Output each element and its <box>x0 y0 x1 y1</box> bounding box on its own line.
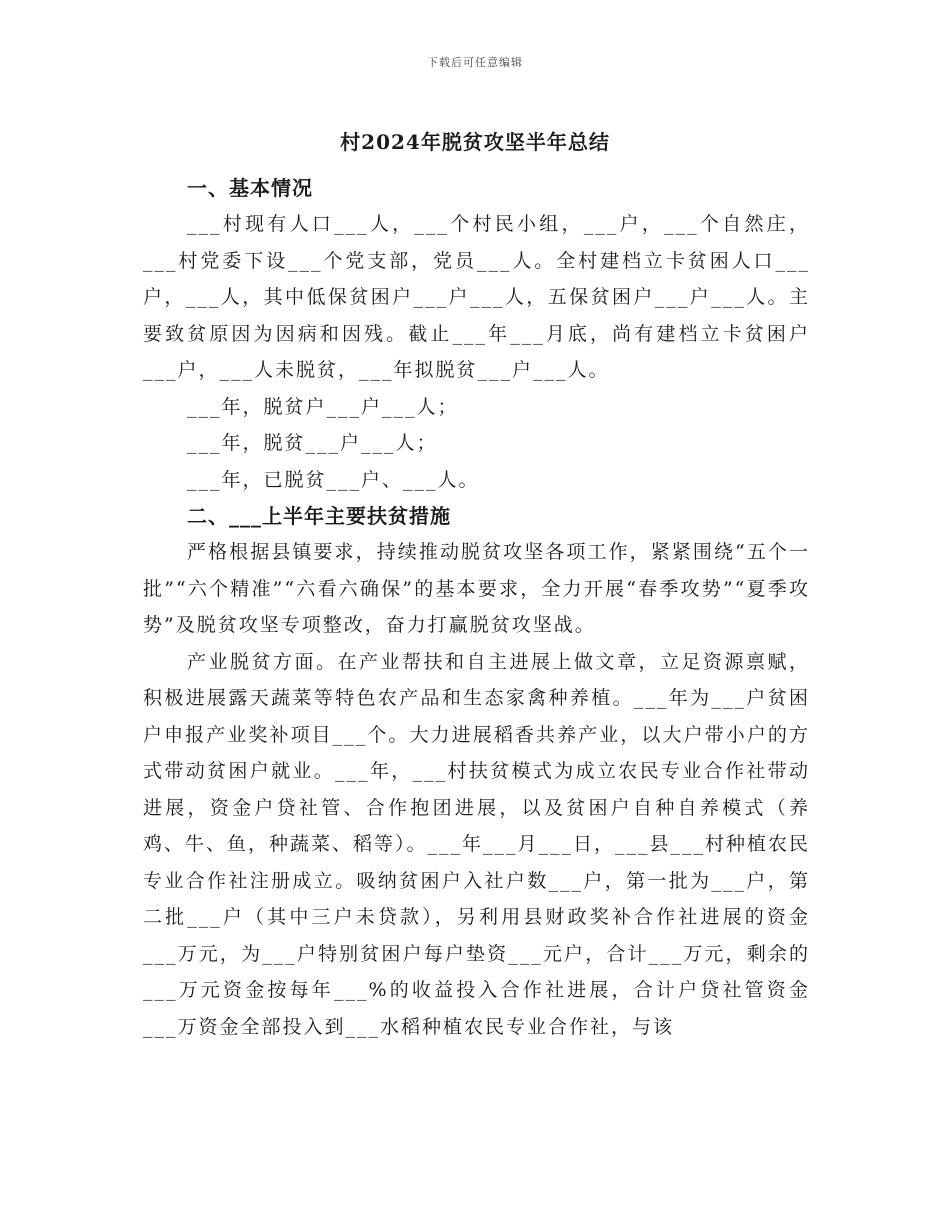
poverty-line-2: ___年，脱贫___户___人； <box>187 432 438 454</box>
poverty-line-3: ___年，已脱贫___户、___人。 <box>187 468 480 491</box>
section-heading-basic-info: 一、基本情况 <box>187 176 313 200</box>
header-note: 下载后可任意编辑 <box>427 56 523 69</box>
page-title: 村2024年脱贫攻坚半年总结 <box>340 130 610 154</box>
poverty-line-1: ___年，脱贫户___户___人； <box>187 395 459 418</box>
paragraph-measures-intro: 严格根据县镇要求，持续推动脱贫攻坚各项工作，紧紧围绕“五个一批”“六个精准”“六看六确保”的基本要求，全力开展“春季攻势”“夏季攻势”及脱贫攻坚专项整改，奋力打赢脱贫攻坚战。 <box>143 541 810 636</box>
document-body <box>143 170 810 1045</box>
section-heading-measures: 二、___上半年主要扶贫措施 <box>187 504 451 528</box>
paragraph-basic-info: ___村现有人口___人，___个村民小组，___户，___个自然庄，___村党委下设___个党支部，党员___人。全村建档立卡贫困人口___户，___人，其中低保贫困户___户___人，五保贫困户___户___人。主要致贫原因为因病和因残。截止___年___月底，尚有建档立卡贫困户___户，___人未脱贫，___年拟脱贫___户___人。 <box>143 213 810 381</box>
paragraph-industry: 产业脱贫方面。在产业帮扶和自主进展上做文章，立足资源禀赋，积极进展露天蔬菜等特色农产品和生态家禽种养植。___年为___户贫困户申报产业奖补项目___个。大力进展稻香共养产业，以大户带小户的方式带动贫困户就业。___年，___村扶贫模式为成立农民专业合作社带动进展，资金户贷社管、合作抱团进展，以及贫困户自种自养模式（养鸡、牛、鱼，种蔬菜、稻等）。___年___月___日，___县___村种植农民专业合作社注册成立。吸纳贫困户入社户数___户，第一批为___户，第二批___户（其中三户未贷款），另利用县财政奖补合作社进展的资金___万元，为___户特别贫困户每户垫资___元户，合计___万元，剩余的___万元资金按每年___%的收益投入合作社进展，合计户贷社管资金___万资金全部投入到___水稻种植农民专业合作社，与该 <box>143 650 811 1038</box>
